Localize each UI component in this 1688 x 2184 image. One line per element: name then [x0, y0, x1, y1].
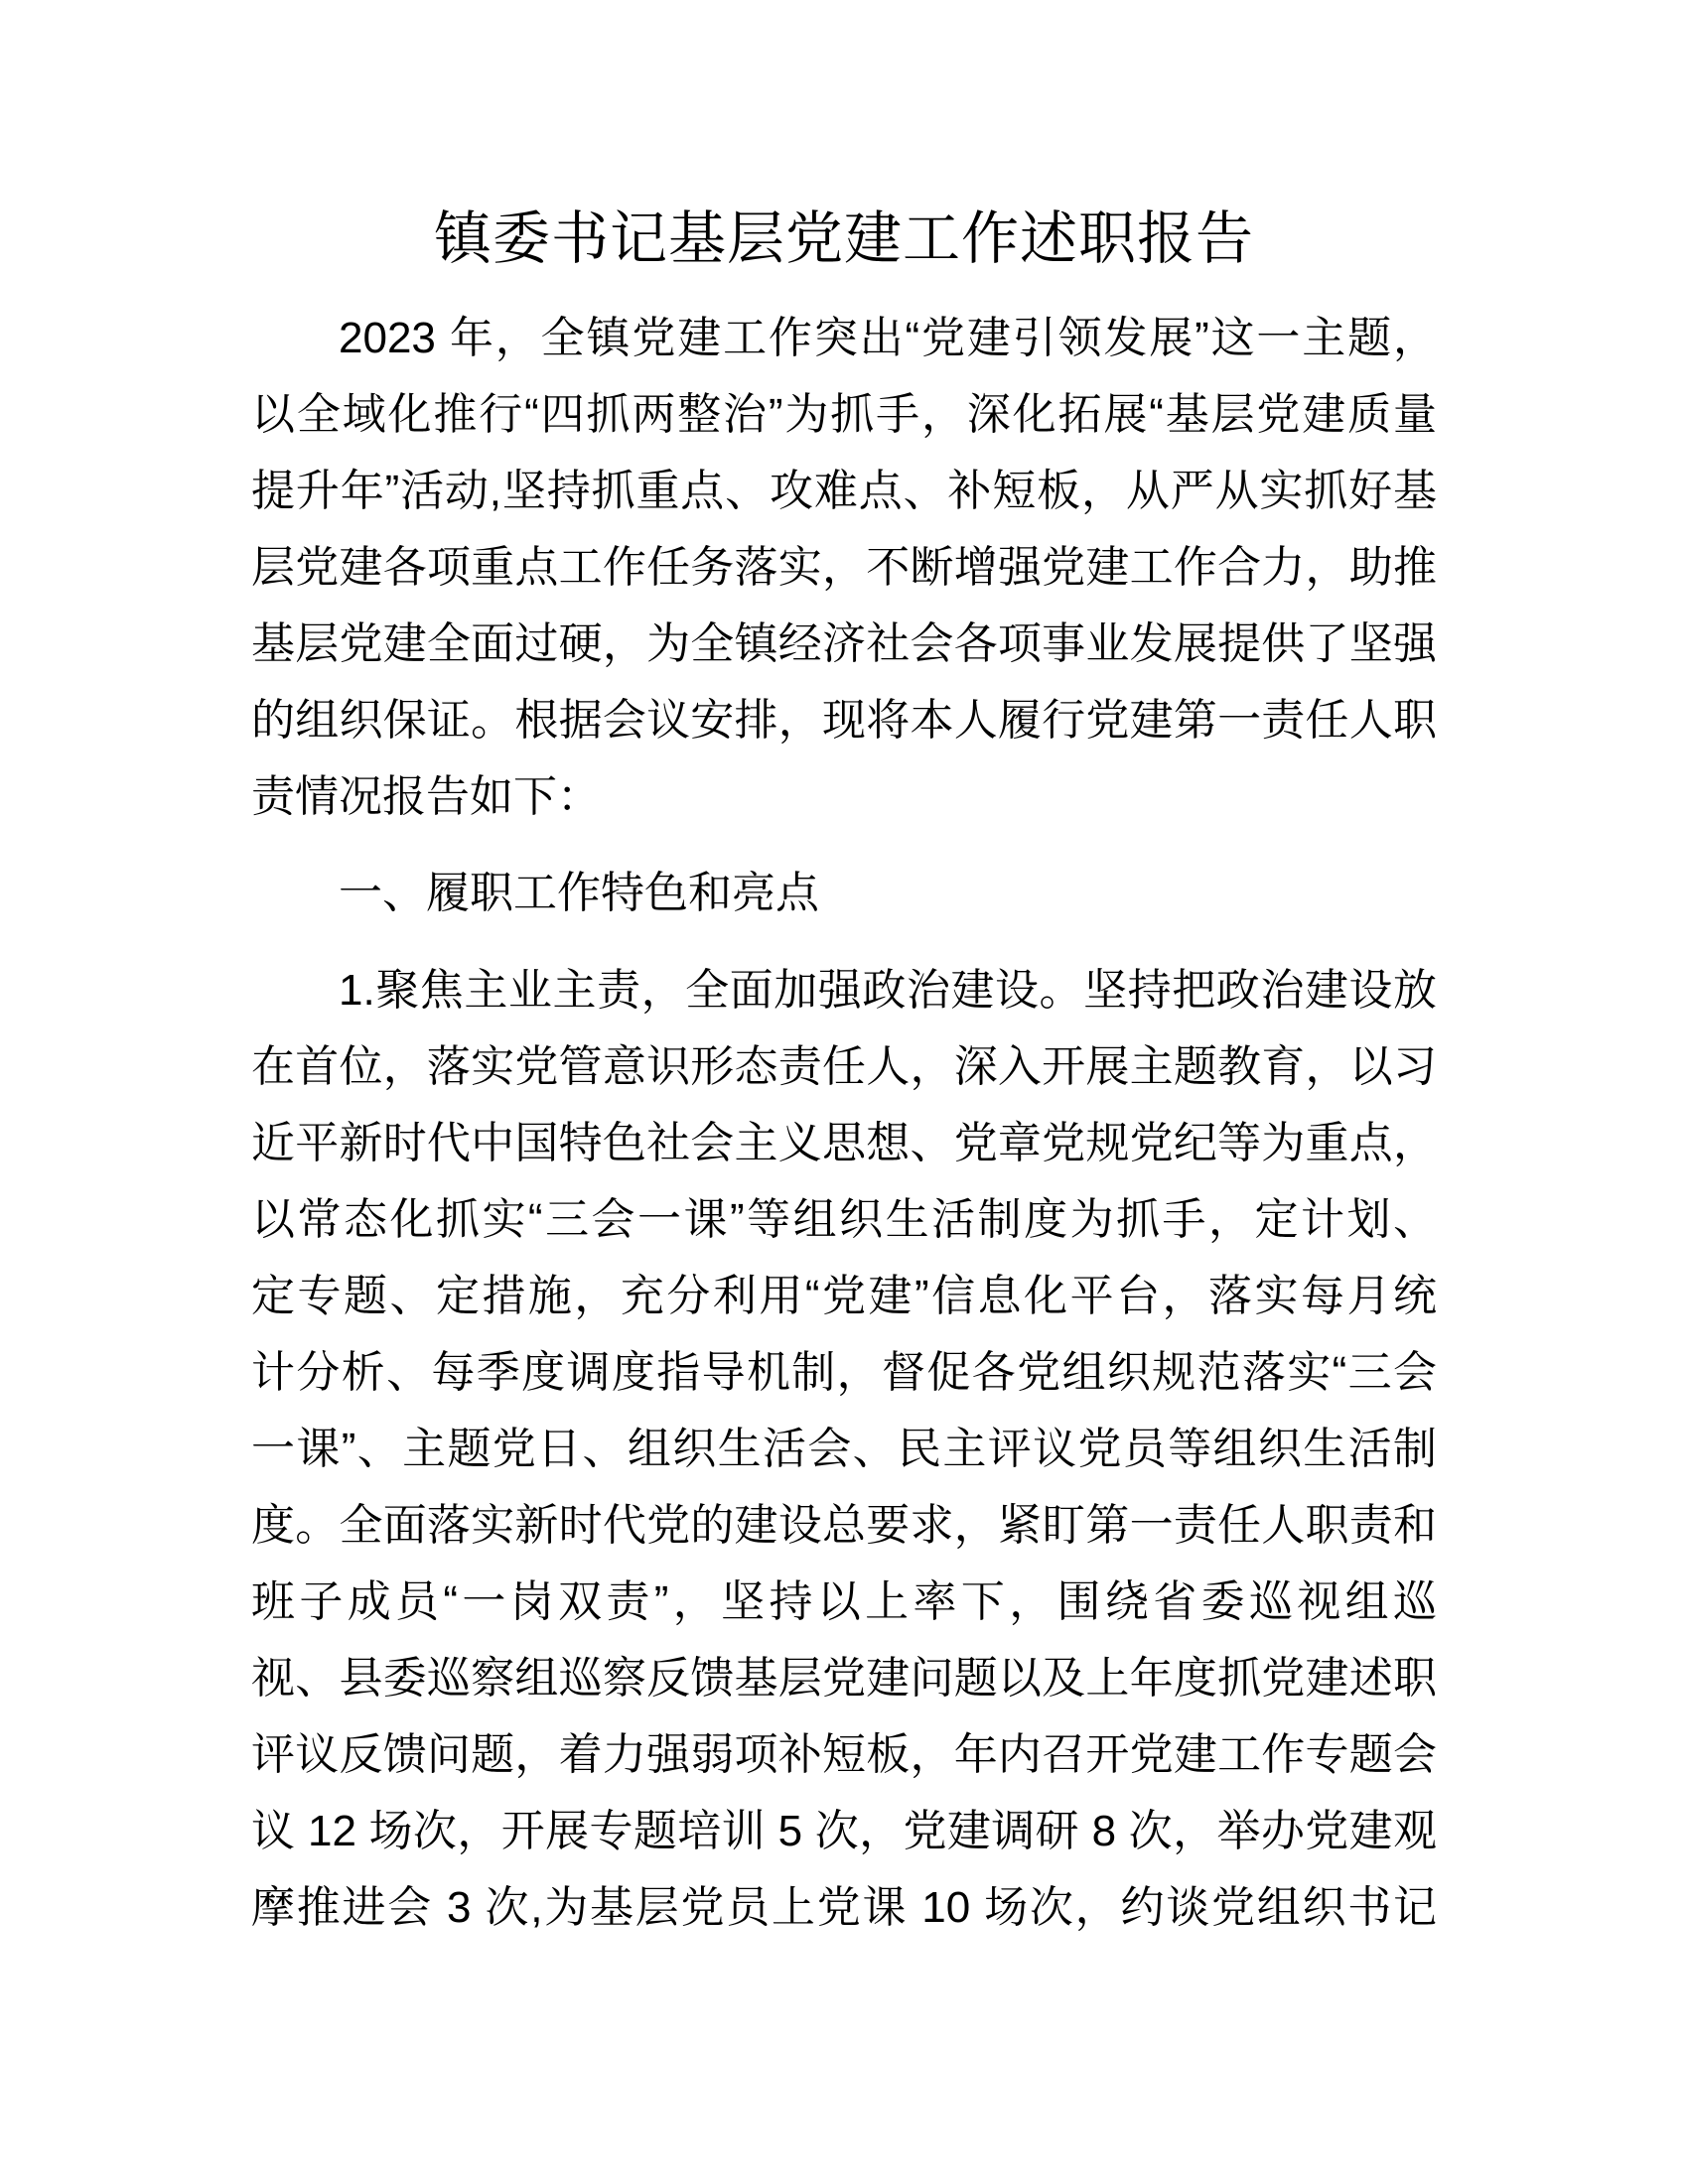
text-line: 评议反馈问题，着力强弱项补短板，年内召开党建工作专题会 — [251, 1730, 1437, 1779]
text-line: 计分析、每季度调度指导机制，督促各党组织规范落实“三会 — [251, 1348, 1437, 1397]
text-line: 2023 年，全镇党建工作突出“党建引领发展”这一主题， — [339, 314, 1437, 362]
text-line: 1.聚焦主业主责，全面加强政治建设。坚持把政治建设放 — [339, 966, 1437, 1015]
section-heading-1: 一、履职工作特色和亮点 — [339, 869, 819, 917]
text-line: 摩推进会 3 次,为基层党员上党课 10 场次，约谈党组织书记 — [251, 1883, 1437, 1932]
text-line: 班子成员“一岗双责”，坚持以上率下，围绕省委巡视组巡 — [251, 1577, 1437, 1626]
text-line: 一课”、主题党日、组织生活会、民主评议党员等组织生活制 — [251, 1425, 1437, 1473]
section1-paragraph-1 — [251, 952, 1437, 1946]
text-line: 度。全面落实新时代党的建设总要求，紧盯第一责任人职责和 — [251, 1501, 1437, 1550]
text-line: 以全域化推行“四抓两整治”为抓手，深化拓展“基层党建质量 — [251, 390, 1437, 439]
text-line: 以常态化抓实“三会一课”等组织生活制度为抓手，定计划、 — [251, 1195, 1437, 1244]
intro-paragraph — [251, 300, 1437, 835]
text-line: 责情况报告如下： — [251, 772, 601, 821]
text-line: 近平新时代中国特色社会主义思想、党章党规党纪等为重点， — [251, 1119, 1437, 1167]
text-line: 视、县委巡察组巡察反馈基层党建问题以及上年度抓党建述职 — [251, 1654, 1437, 1703]
text-line: 提升年”活动,坚持抓重点、攻难点、补短板，从严从实抓好基 — [251, 467, 1437, 515]
text-line: 在首位，落实党管意识形态责任人，深入开展主题教育，以习 — [251, 1042, 1437, 1091]
text-line: 议 12 场次，开展专题培训 5 次，党建调研 8 次，举办党建观 — [251, 1807, 1437, 1855]
text-line: 层党建各项重点工作任务落实，不断增强党建工作合力，助推 — [251, 543, 1437, 592]
text-line: 定专题、定措施，充分利用“党建”信息化平台，落实每月统 — [251, 1272, 1437, 1320]
text-line: 基层党建全面过硬，为全镇经济社会各项事业发展提供了坚强 — [251, 619, 1437, 668]
text-line: 的组织保证。根据会议安排，现将本人履行党建第一责任人职 — [251, 696, 1437, 745]
document-title: 镇委书记基层党建工作述职报告 — [433, 206, 1254, 271]
